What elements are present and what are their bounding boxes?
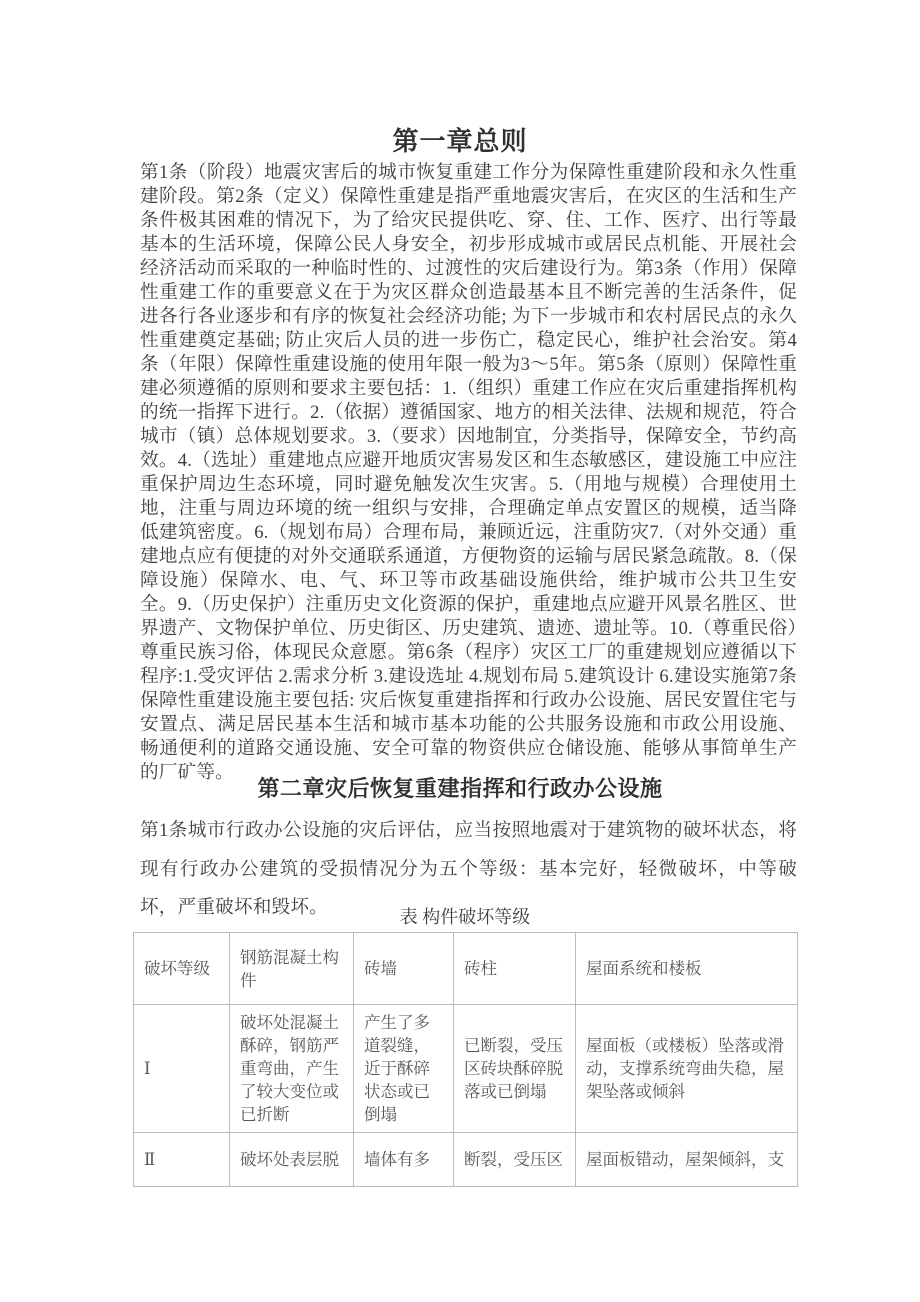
table-header-row	[134, 933, 798, 1005]
damage-cell-brick-wall: 墙体有多	[354, 1133, 454, 1187]
chapter2-body-paragraph: 第1条城市行政办公设施的灾后评估，应当按照地震对于建筑物的破坏状态，将现有行政办公建筑的受损情况分为五个等级：基本完好，轻微破坏，中等破坏，严重破坏和毁坏。	[140, 820, 797, 918]
column-header-brick-pillar: 砖柱	[454, 933, 576, 1005]
damage-cell-brick-pillar: 断裂，受压区	[454, 1133, 576, 1187]
column-header-reinforced-concrete: 钢筋混凝土构件	[230, 933, 354, 1005]
chapter1-body-paragraph: 第1条（阶段）地震灾害后的城市恢复重建工作分为保障性重建阶段和永久性重建阶段。第2条（定义）保障性重建是指严重地震灾害后，在灾区的生活和生产条件极其困难的情况下，为了给灾民提供吃、穿、住、工作、医疗、出行等最基本的生活环境，保障公民人身安全，初步形成城市或居民点机能、开展社会经济活动而采取的一种临时性的、过渡性的灾后建设行为。第3条（作用）保障性重建工作的重要意义在于为灾区群众创造最基本且不断完善的生活条件，促进各行各业逐步和有序的恢复社会经济功能; 为下一步城市和农村居民点的永久性重建奠定基础; 防止灾后人员的进一步伤亡，稳定民心，维护社会治安。第4条（年限）保障性重建设施的使用年限一般为3～5年。第5条（原则）保障性重建必须遵循的原则和要求主要包括：1.（组织）重建工作应在灾后重建指挥机构的统一指挥下进行。2.（依据）遵循国家、地方的相关法律、法规和规范，符合城市（镇）总体规划要求。3.（要求）因地制宜，分类指导，保障安全，节约高效。4.（选址）重建地点应避开地质灾害易发区和生态敏感区，建设施工中应注重保护周边生态环境，同时避免触发次生灾害。5.（用地与规模）合理使用土地，注重与周边环境的统一组织与安排，合理确定单点安置区的规模，适当降低建筑密度。6.（规划布局）合理布局，兼顾近远，注重防灾7.（对外交通）重建地点应有便捷的对外交通联系通道，方便物资的运输与居民紧急疏散。8.（保障设施）保障水、电、气、环卫等市政基础设施供给，维护城市公共卫生安全。9.（历史保护）注重历史文化资源的保护，重建地点应避开风景名胜区、世界遗产、文物保护单位、历史街区、历史建筑、遗迹、遗址等。10.（尊重民俗）尊重民族习俗，体现民众意愿。第6条（程序）灾区工厂的重建规划应遵循以下程序:1.受灾评估 2.需求分析 3.建设选址 4.规划布局 5.建筑设计 6.建设实施第7条保障性重建设施主要包括: 灾后恢复重建指挥和行政办公设施、居民安置住宅与安置点、满足居民基本生活和城市基本功能的公共服务设施和市政公用设施、畅通便利的道路交通设施、安全可靠的物资供应仓储设施、能够从事简单生产的厂矿等。	[140, 162, 797, 783]
damage-cell-reinforced-concrete: 破坏处混凝土酥碎，钢筋严重弯曲，产生了较大变位或已折断	[230, 1005, 354, 1133]
damage-cell-roof-system: 屋面板错动，屋架倾斜，支	[576, 1133, 798, 1187]
damage-grade-table	[133, 932, 798, 1187]
table-row-grade-2	[134, 1133, 798, 1187]
damage-table-caption: 表 构件破坏等级	[399, 907, 531, 927]
grade-cell: Ⅱ	[134, 1133, 230, 1187]
damage-cell-brick-wall: 产生了多道裂缝，近于酥碎状态或已倒塌	[354, 1005, 454, 1133]
damage-cell-reinforced-concrete: 破坏处表层脱	[230, 1133, 354, 1187]
chapter2-title: 第二章灾后恢复重建指挥和行政办公设施	[257, 776, 663, 801]
damage-cell-roof-system: 屋面板（或楼板）坠落或滑动，支撑系统弯曲失稳，屋架坠落或倾斜	[576, 1005, 798, 1133]
damage-cell-brick-pillar: 已断裂，受压区砖块酥碎脱落或已倒塌	[454, 1005, 576, 1133]
grade-cell: Ⅰ	[134, 1005, 230, 1133]
column-header-damage-grade: 破坏等级	[134, 933, 230, 1005]
column-header-roof-system: 屋面系统和楼板	[576, 933, 798, 1005]
column-header-brick-wall: 砖墙	[354, 933, 454, 1005]
chapter1-title: 第一章总则	[392, 127, 528, 156]
table-row-grade-1	[134, 1005, 798, 1133]
